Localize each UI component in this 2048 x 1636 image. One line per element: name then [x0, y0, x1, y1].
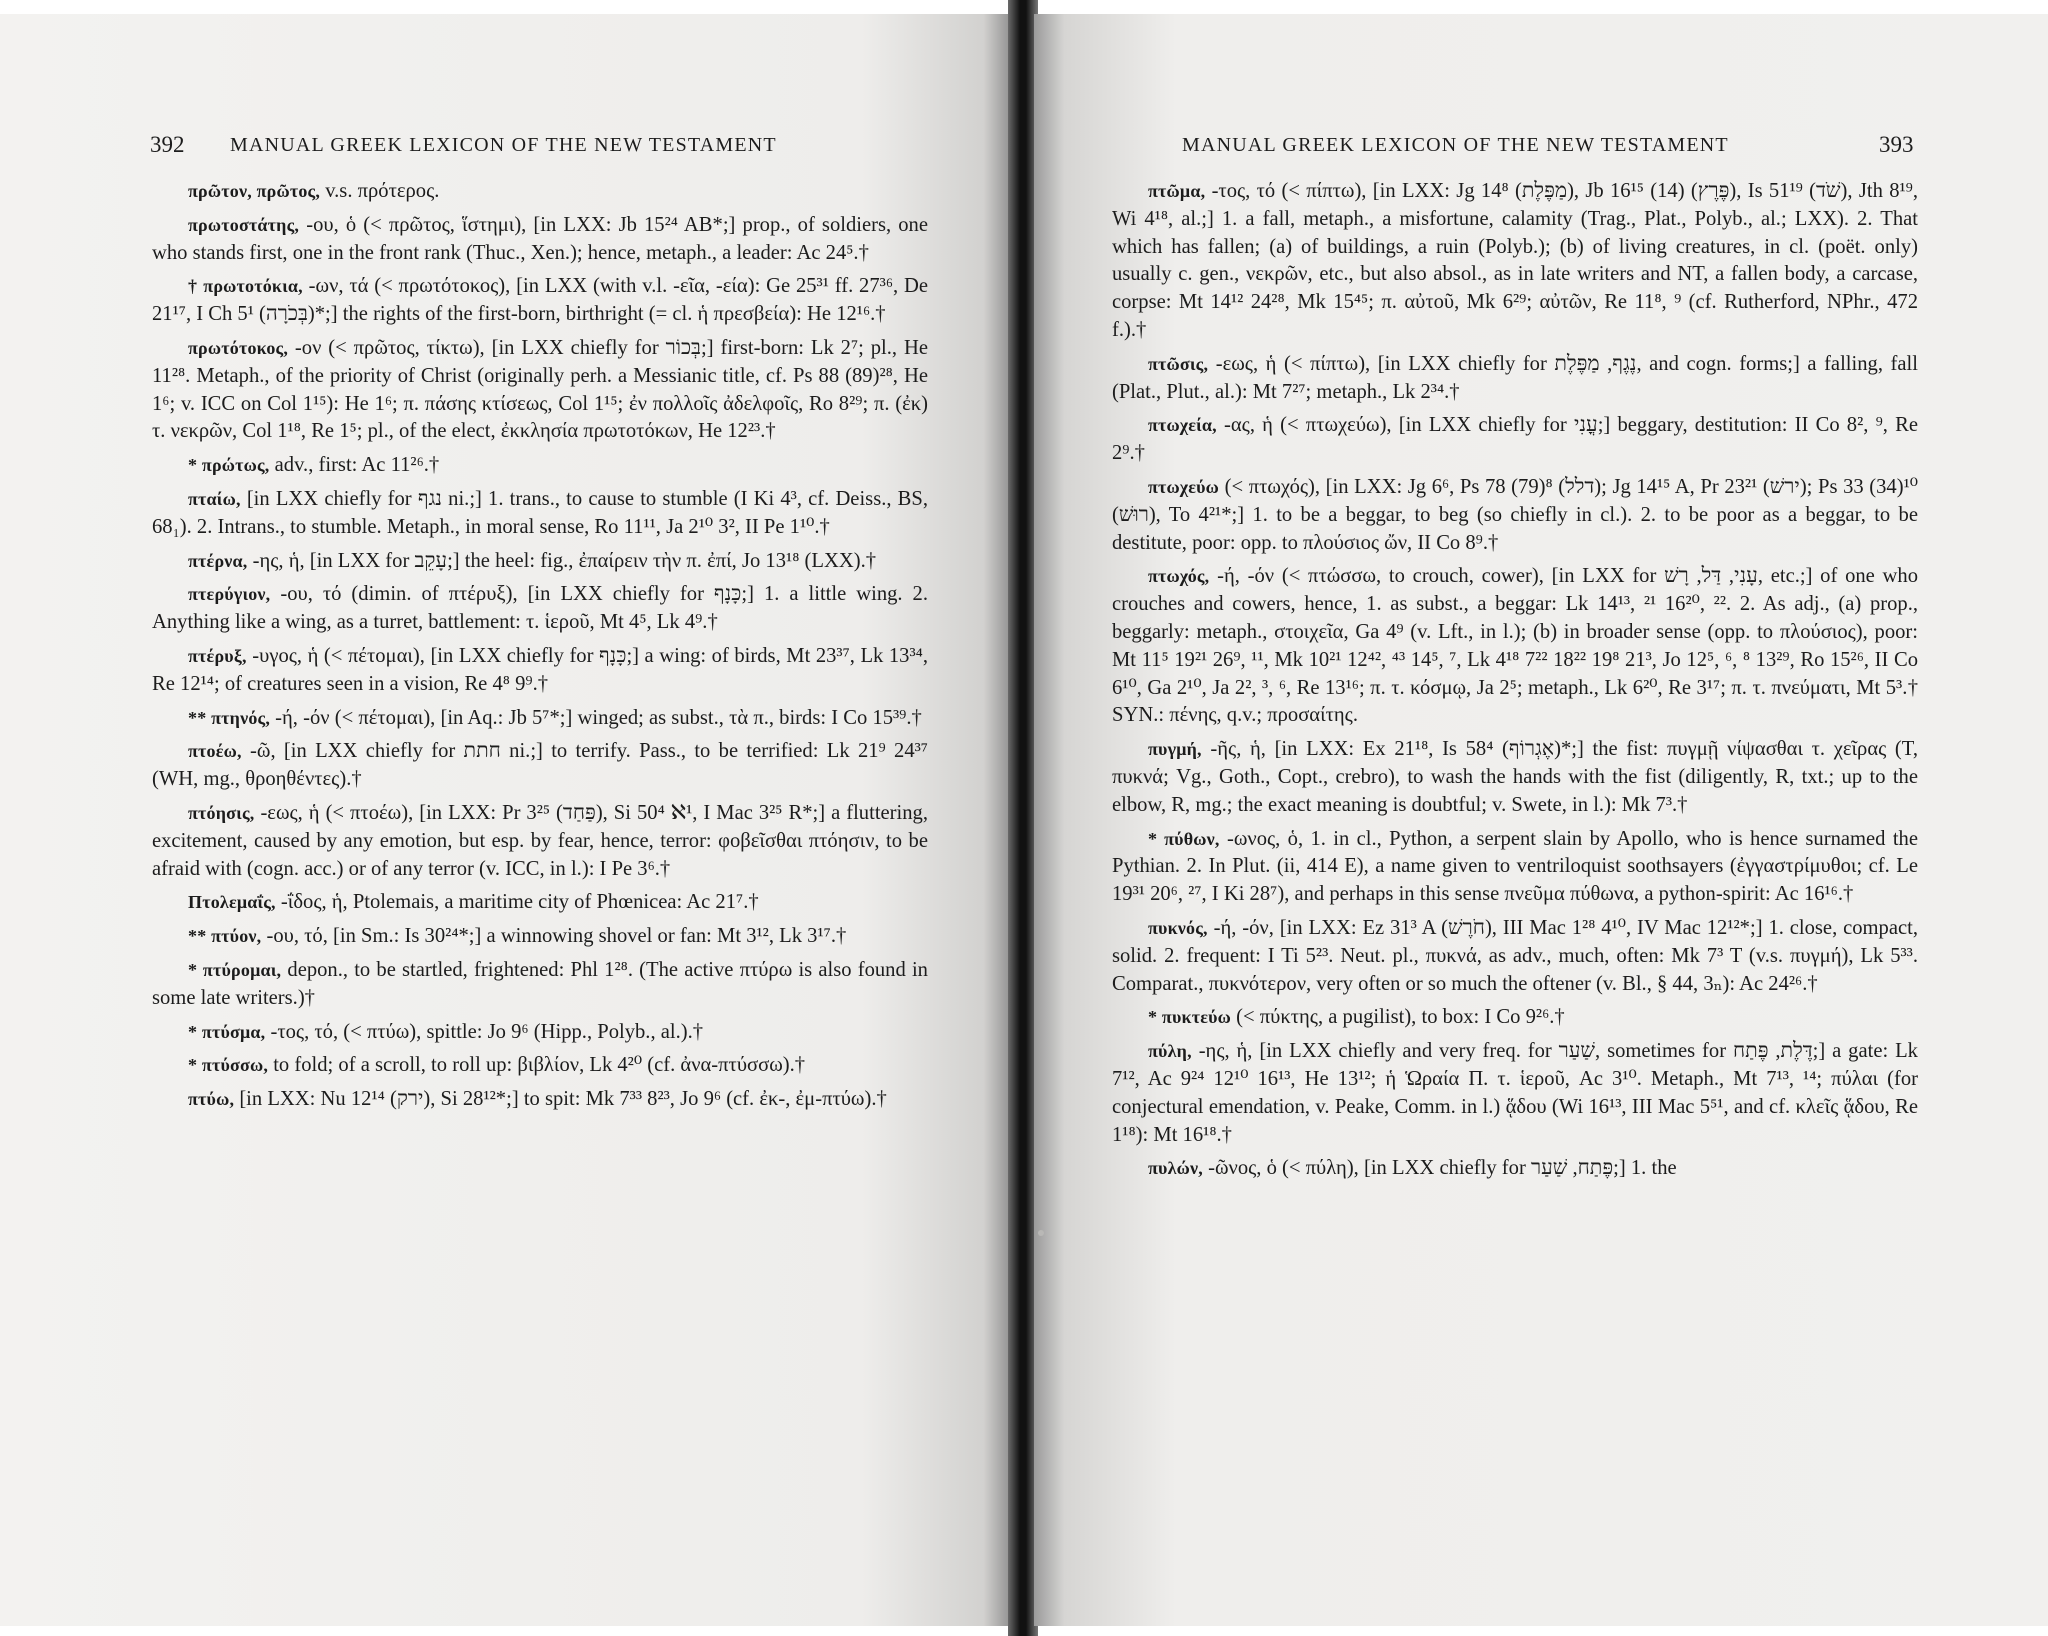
- lexicon-entry: [1112, 826, 1918, 909]
- headword: πρῶτον, πρῶτος,: [188, 181, 321, 201]
- headword: πύλη,: [1148, 1041, 1192, 1062]
- entry-text: -ῶ, [in LXX chiefly for חתת ni.;] to terrify. Pass., to be terrified: Lk 21⁹ 24³⁷ (WH, mg., θροηθέντες).†: [152, 740, 928, 791]
- entry-text: -ου, τό, [in Sm.: Is 30²⁴*;] a winnowing shovel or fan: Mt 3¹², Lk 3¹⁷.†: [266, 925, 847, 948]
- lexicon-entry: [152, 581, 928, 637]
- running-head-title: MANUAL GREEK LEXICON OF THE NEW TESTAMENT: [1182, 134, 1729, 156]
- lexicon-entry: [1112, 1038, 1918, 1149]
- lexicon-entry: [1112, 736, 1918, 819]
- entry-text: v.s. πρότερος.: [325, 180, 440, 202]
- headword: πυλών,: [1148, 1158, 1203, 1179]
- entry-text: -εως, ἡ (< πτοέω), [in LXX: Pr 3²⁵ (פַּחַד), Si 50⁴ ℵ¹, I Mac 3²⁵ R*;] a fluttering, excitement, caused by any emotion, but esp. by fear, hence, terror: φοβεῖσθαι πτόησιν, to be afraid with (cogn. acc.) or of any terror (v. ICC, in l.): I Pe 3⁶.†: [152, 801, 928, 880]
- lexicon-entry: [152, 273, 928, 329]
- headword: πτωχεία,: [1148, 415, 1217, 436]
- entry-text: -ή, -όν, [in LXX: Ez 31³ A (חֹרֶשׁ), III Mac 1²⁸ 4¹⁰, IV Mac 12¹²*;] 1. close, compact, solid. 2. frequent: I Ti 5²³. Neut. pl., πυκνά, as adv., much, often: Mk 7³ T (v.s. πυγμή), Lk 5³³. Comparat., πυκνότερον, very often or so much the oftener (v. Bl., § 44, 3ₙ): Ac 24²⁶.†: [1112, 916, 1919, 995]
- headword: πτέρυξ,: [188, 645, 247, 666]
- entry-text: -υγος, ἡ (< πέτομαι), [in LXX chiefly for כָּנָף;] a wing: of birds, Mt 23³⁷, Lk 13³⁴, Re 12¹⁴; of creatures seen in a vision, Re 4⁸ 9⁹.†: [152, 644, 928, 695]
- right-page: [1034, 14, 2048, 1626]
- lexicon-entry: [152, 452, 928, 480]
- lexicon-entry: [1112, 915, 1918, 998]
- lexicon-entry: [152, 643, 928, 699]
- entry-text: -ή, -όν (< πτώσσω, to crouch, cower), [in LXX for עָנִי, דַּל, רָשׁ, etc.;] of one who crouches and cowers, hence, 1. as subst., a beggar: Lk 14¹³, ²¹ 16²⁰, ²². 2. As adj., (a) prop., beggarly: metaph., στοιχεῖα, Ga 4⁹ (v. Lft., in l.); (b) in broader sense (opp. to πλούσιος), poor: Mt 11⁵ 19²¹ 26⁹, ¹¹, Mk 10²¹ 12⁴², ⁴³ 14⁵, ⁷, Lk 4¹⁸ 7²² 18²² 19⁸ 21³, Jo 12⁵, ⁶, ⁸ 13²⁹, Ro 15²⁶, II Co 6¹⁰, Ga 2¹⁰, Ja 2², ³, ⁶, Re 13¹⁶; π. τ. κόσμῳ, Ja 2⁵; metaph., Lk 6²⁰, Re 3¹⁷; π. τ. πνεύματι, Mt 5³.† SYN.: πένης, q.v.; προσαίτης.: [1112, 565, 1919, 727]
- lexicon-entry: [152, 1086, 928, 1114]
- page-number: 393: [1879, 132, 1914, 157]
- entry-text: -τος, τό, (< πτύω), spittle: Jo 9⁶ (Hipp., Polyb., al.).†: [270, 1020, 704, 1043]
- headword: πτερύγιον,: [188, 584, 271, 605]
- headword: πτωχός,: [1148, 566, 1210, 587]
- left-page: [0, 14, 1014, 1626]
- lexicon-entry: [1112, 474, 1918, 557]
- lexicon-entry: [1112, 178, 1918, 345]
- page-number: 392: [150, 132, 185, 157]
- entry-text: adv., first: Ac 11²⁶.†: [274, 454, 440, 477]
- headword: * πτύσσω,: [188, 1055, 269, 1076]
- lexicon-entry: [152, 178, 928, 206]
- headword: * πτύσμα,: [188, 1021, 266, 1042]
- headword: πτύω,: [188, 1089, 235, 1110]
- running-head-title: MANUAL GREEK LEXICON OF THE NEW TESTAMENT: [230, 134, 777, 156]
- page-mark: [1038, 1230, 1044, 1236]
- headword: πρωτότοκος,: [188, 337, 289, 358]
- headword: πτῶμα,: [1148, 181, 1206, 201]
- left-column: [152, 178, 928, 1120]
- entry-text: -ῶνος, ὁ (< πύλη), [in LXX chiefly for פֶּתַח, שַׁעַר;] 1. the: [1208, 1157, 1677, 1180]
- headword: * πυκτεύω: [1148, 1007, 1231, 1028]
- lexicon-entry: [152, 548, 928, 576]
- headword: † πρωτοτόκια,: [188, 276, 303, 297]
- headword: ** πτύον,: [188, 926, 262, 947]
- lexicon-entry: [1112, 1004, 1918, 1032]
- headword: πυκνός,: [1148, 917, 1208, 938]
- headword: * πρώτως,: [188, 455, 270, 476]
- lexicon-entry: [1112, 412, 1918, 468]
- lexicon-entry: [152, 1052, 928, 1080]
- lexicon-entry: [152, 212, 928, 268]
- entry-text: -ῆς, ἡ, [in LXX: Ex 21¹⁸, Is 58⁴ (אֶגְרוֹף)*;] the fist: πυγμῇ νίψασθαι τ. χεῖρας (T, πυκνά; Vg., Goth., Copt., crebro), to wash the hands with the fist (diligently, R, txt.; up to the elbow, R, mg.; the exact meaning is doubtful; v. Swete, in l.): Mk 7³.†: [1112, 738, 1918, 816]
- entry-text: -εως, ἡ (< πίπτω), [in LXX chiefly for נֶגֶף, מַפֶּלֶת, and cogn. forms;] a falling, fall (Plat., Plut., al.): Mt 7²⁷; metaph., Lk 2³⁴.†: [1112, 352, 1918, 403]
- lexicon-entry: [152, 738, 928, 794]
- lexicon-entry: [152, 800, 928, 883]
- headword: πτωχεύω: [1148, 476, 1220, 497]
- entry-text: -τος, τό (< πίπτω), [in LXX: Jg 14⁸ (מַפֶּלֶת), Jb 16¹⁵ (14) (פֶּרֶץ), Is 51¹⁹ (שֹׁד), Jth 8¹⁹, Wi 4¹⁸, al.;] 1. a fall, metaph., a misfortune, calamity (Trag., Plat., Polyb., al.; LXX). 2. That which has fallen; (a) of buildings, a ruin (Polyb.); (b) of living creatures, in cl. (poët. only) usually c. gen., νεκρῶν, etc., but also absol., as in late writers and NT, a fallen body, a carcase, corpse: Mt 14¹² 24²⁸, Mk 15⁴⁵; π. αὐτοῦ, Mk 6²⁹; αὐτῶν, Re 11⁸, ⁹ (cf. Rutherford, NPhr., 472 f.).†: [1112, 180, 1918, 341]
- entry-text: [in LXX: Nu 12¹⁴ (ירק), Si 28¹²*;] to spit: Mk 7³³ 8²³, Jo 9⁶ (cf. ἐκ-, ἐμ-πτύω).†: [239, 1088, 887, 1111]
- lexicon-entry: [152, 889, 928, 917]
- headword: ** πτηνός,: [188, 707, 271, 728]
- entry-text: -ης, ἡ, [in LXX chiefly and very freq. for שַׁעַר, sometimes for דֶּלֶת, פֶּתַח;] a gate: Lk 7¹², Ac 9²⁴ 12¹⁰ 16¹³, He 13¹²; ἡ Ὡραία Π. τ. ἱεροῦ, Ac 3¹⁰. Metaph., Mt 7¹³, ¹⁴; πύλαι (for conjectural emendation, v. Peake, Comm. in l.) ᾅδου (Wi 16¹³, III Mac 5⁵¹, and cf. κλεῖς ᾅδου, Re 1¹⁸): Mt 16¹⁸.†: [1112, 1040, 1918, 1146]
- lexicon-entry: [152, 923, 928, 951]
- entry-text: (< πτωχός), [in LXX: Jg 6⁶, Ps 78 (79)⁸ (דלל); Jg 14¹⁵ A, Pr 23²¹ (ירשׁ); Ps 33 (34)¹⁰ (רוּשׁ), To 4²¹*;] 1. to be a beggar, to beg (so chiefly in cl.). 2. to be poor as a beggar, to be destitute, poor: opp. to πλούσιος ὤν, II Co 8⁹.†: [1112, 475, 1919, 554]
- headword: πταίω,: [188, 488, 241, 509]
- headword: πτοέω,: [188, 741, 242, 762]
- lexicon-entry: [152, 486, 928, 542]
- entry-text: to fold; of a scroll, to roll up: βιβλίον, Lk 4²⁰ (cf. ἀνα-πτύσσω).†: [273, 1054, 806, 1077]
- headword: Πτολεμαΐς,: [188, 892, 276, 913]
- headword: πρωτοστάτης,: [188, 214, 300, 235]
- lexicon-entry: [152, 1019, 928, 1047]
- lexicon-entry: [152, 705, 928, 733]
- entry-text: -ου, τό (dimin. of πτέρυξ), [in LXX chiefly for כָּנָף;] 1. a little wing. 2. Anything like a wing, as a turret, battlement: τ. ἱεροῦ, Mt 4⁵, Lk 4⁹.†: [152, 583, 929, 634]
- headword: πτόησις,: [188, 802, 255, 823]
- entry-text: -ης, ἡ, [in LXX for עָקֵב;] the heel: fig., ἐπαίρειν τὴν π. ἐπί, Jo 13¹⁸ (LXX).†: [252, 549, 877, 572]
- headword: πτῶσις,: [1148, 353, 1209, 374]
- headword: * πτύρομαι,: [188, 959, 282, 980]
- lexicon-entry: [152, 335, 928, 446]
- lexicon-entry: [1112, 1155, 1918, 1183]
- entry-text: -ωνος, ὁ, 1. in cl., Python, a serpent slain by Apollo, who is hence surnamed the Pythian. 2. In Plut. (ii, 414 E), a name given to ventriloquist soothsayers (ἐγγαστρίμυθοι; cf. Le 19³¹ 20⁶, ²⁷, I Ki 28⁷), and perhaps in this sense πνεῦμα πύθωνα, a python-spirit: Ac 16¹⁶.†: [1112, 827, 1918, 906]
- entry-text: depon., to be startled, frightened: Phl 1²⁸. (The active πτύρω is also found in some late writers.)†: [152, 958, 928, 1009]
- entry-text: -ΐδος, ἡ, Ptolemais, a maritime city of Phœnicea: Ac 21⁷.†: [280, 891, 759, 914]
- entry-text: (< πύκτης, a pugilist), to box: I Co 9²⁶.†: [1236, 1006, 1565, 1029]
- lexicon-entry: [1112, 351, 1918, 407]
- entry-text: -ων, τά (< πρωτότοκος), [in LXX (with v.l. -εῖα, -εία): Ge 25³¹ ff. 27³⁶, De 21¹⁷, I Ch 5¹ (בְּכֹרָה)*;] the rights of the first-born, birthright (= cl. ἡ πρεσβεία): He 12¹⁶.†: [152, 275, 928, 326]
- headword: * πύθων,: [1148, 828, 1220, 849]
- entry-text: -ή, -όν (< πέτομαι), [in Aq.: Jb 5⁷*;] winged; as subst., τὰ π., birds: I Co 15³⁹.†: [275, 706, 922, 729]
- entry-text: [in LXX chiefly for נגף ni.;] 1. trans., to cause to stumble (I Ki 4³, cf. Deiss., BS, 68₁). 2. Intrans., to stumble. Metaph., in moral sense, Ro 11¹¹, Ja 2¹⁰ 3², II Pe 1¹⁰.†: [152, 487, 928, 538]
- entry-text: -ου, ὁ (< πρῶτος, ἵστημι), [in LXX: Jb 15²⁴ AB*;] prop., of soldiers, one who stands first, one in the front rank (Thuc., Xen.); hence, metaph., a leader: Ac 24⁵.†: [152, 213, 928, 264]
- entry-text: -ον (< πρῶτος, τίκτω), [in LXX chiefly for בְּכוֹר;] first-born: Lk 2⁷; pl., He 11²⁸. Metaph., of the priority of Christ (originally perh. a Messianic title, cf. Ps 88 (89)²⁸, He 1⁶; v. ICC on Col 1¹⁵): He 1⁶; π. πάσης κτίσεως, Col 1¹⁵; ἐν πολλοῖς ἀδελφοῖς, Ro 8²⁹; π. (ἐκ) τ. νεκρῶν, Col 1¹⁸, Re 1⁵; pl., of the elect, ἐκκλησία πρωτοτόκων, He 12²³.†: [152, 336, 928, 443]
- entry-text: -ας, ἡ (< πτωχεύω), [in LXX chiefly for עֳנִי;] beggary, destitution: II Co 8², ⁹, Re 2⁹.†: [1112, 414, 1919, 465]
- lexicon-entry: [1112, 563, 1918, 730]
- headword: πυγμή,: [1148, 739, 1202, 760]
- right-column: [1112, 178, 1918, 1189]
- lexicon-entry: [152, 957, 928, 1013]
- headword: πτέρνα,: [188, 550, 248, 571]
